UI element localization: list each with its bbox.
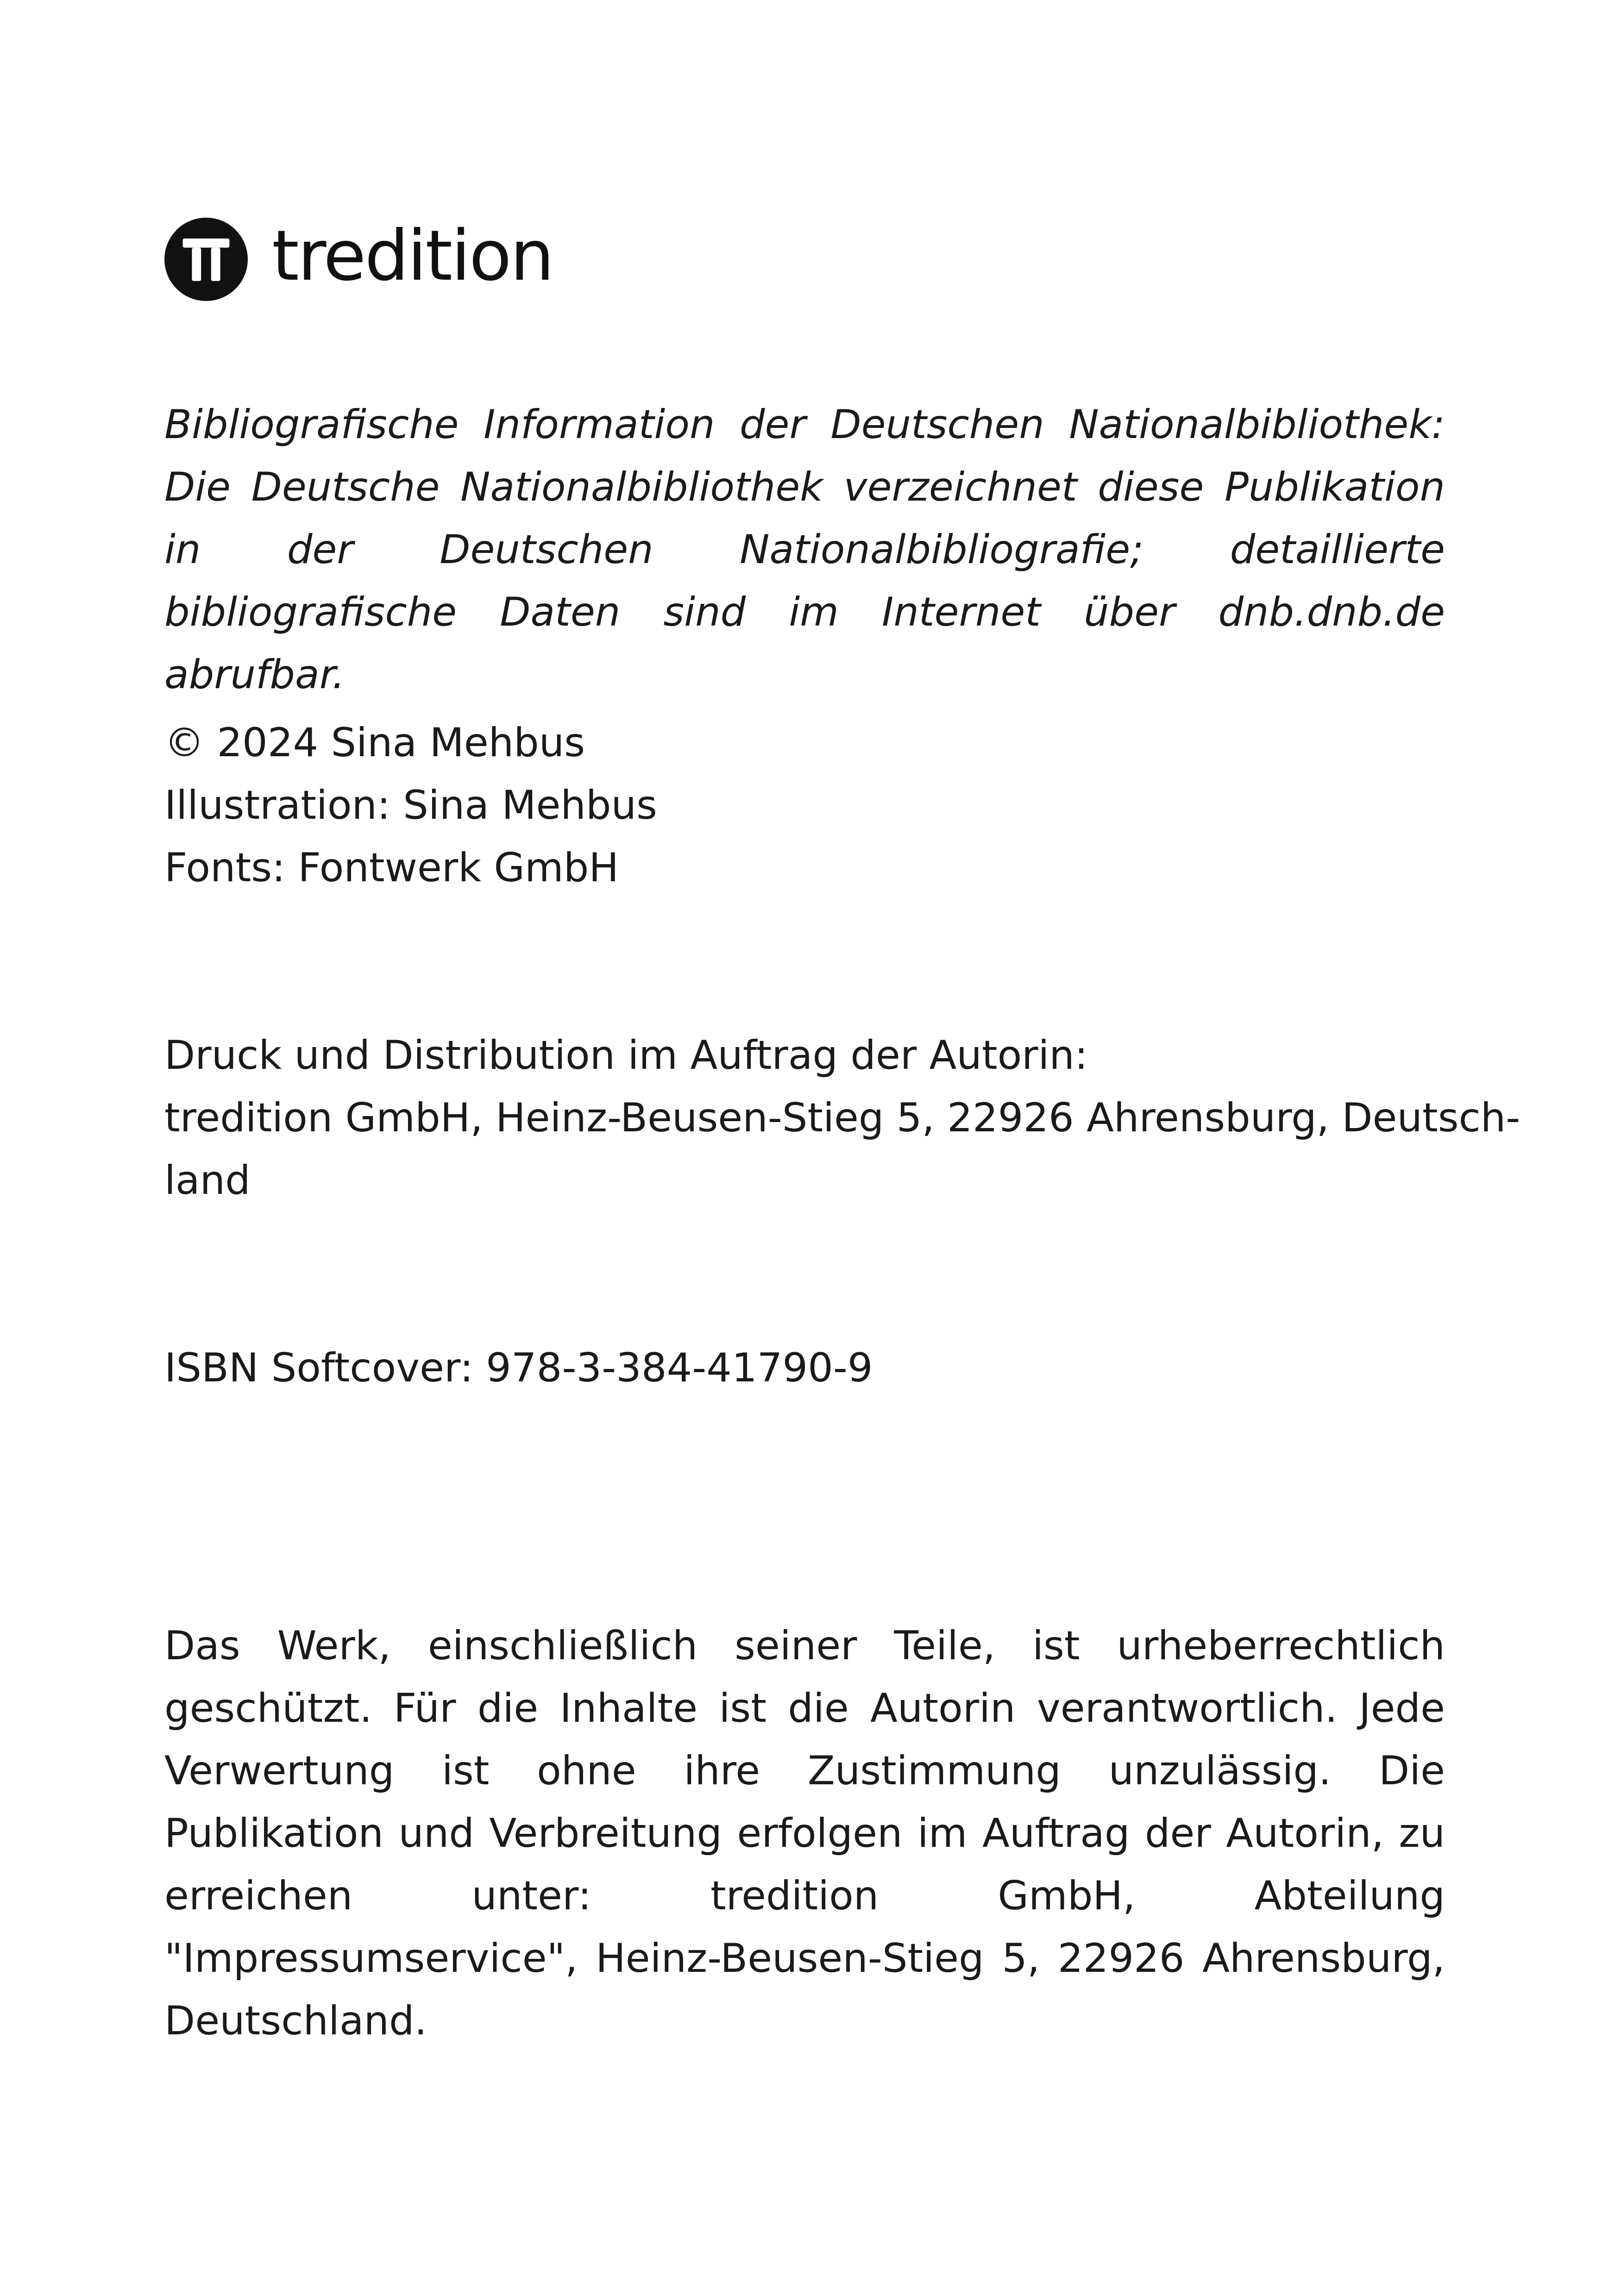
credits-block [164, 712, 1445, 899]
print-distribution-block [164, 1024, 1520, 1212]
publisher-address-line-2: land [164, 1157, 251, 1204]
print-distribution-heading: Druck und Distribution im Auftrag der Autorin: [164, 1032, 1088, 1079]
isbn-line: ISBN Softcover: 978-3-384-41790-9 [164, 1345, 873, 1391]
illustration-credit: Illustration: Sina Mehbus [164, 782, 657, 828]
rights-notice: Das Werk, einschließlich seiner Teile, ist urheberrechtlich geschützt. Für die Inhalte ist die Autorin verantwortlich. Jede Verwertung ist ohne ihre Zustimmung unzulässig. Die Publikation und Verbreitung erfolgen im Auftrag der Autorin, zu erreichen unter: tredition GmbH, Abteilung "Impressumservice", Heinz-Beusen-Stieg 5, 22926 Ahrensburg, Deutschland. [164, 1623, 1445, 2044]
publisher-logo [164, 218, 553, 301]
fonts-credit: Fonts: Fontwerk GmbH [164, 845, 619, 891]
logo-wordmark: tredition [272, 216, 553, 296]
tredition-logo-icon [164, 218, 248, 301]
bibliographic-notice: Bibliografische Information der Deutschen Nationalbibliothek: Die Deutsche Nationalbibliothek verzeichnet diese Publikation in der Deutschen Nationalbibliografie; detaillierte bibliografische Daten sind im Internet über dnb.dnb.de abrufbar. [164, 401, 1445, 698]
publisher-address-line-1: tredition GmbH, Heinz-Beusen-Stieg 5, 22926 Ahrensburg, Deutsch- [164, 1095, 1520, 1141]
copyright-line: © 2024 Sina Mehbus [164, 720, 585, 766]
